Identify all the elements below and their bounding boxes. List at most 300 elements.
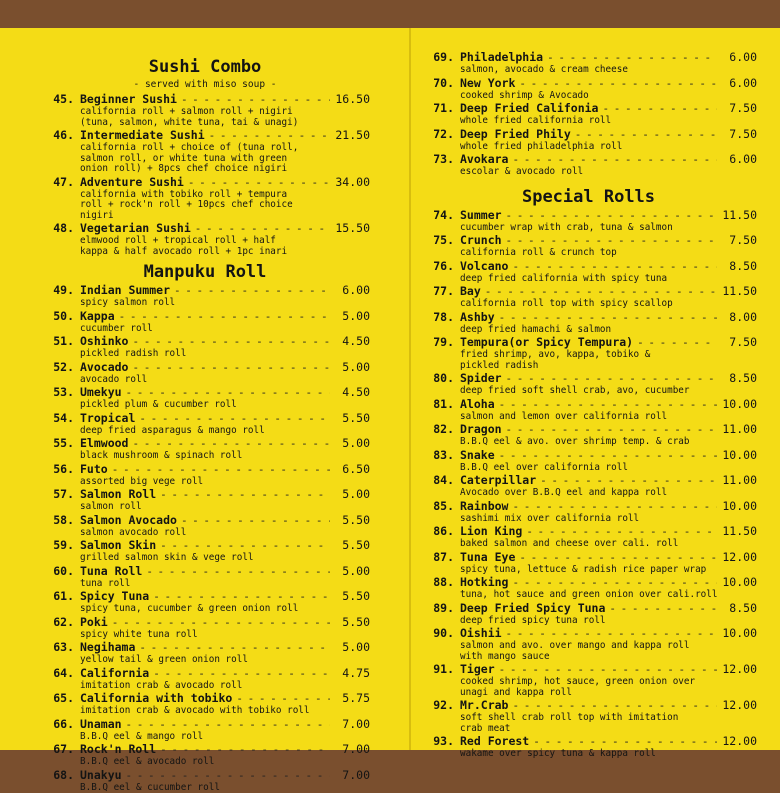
menu-item-header [40, 666, 370, 681]
menu-item-header [420, 698, 757, 713]
menu-item [420, 127, 757, 153]
item-name: New York [454, 76, 515, 91]
item-number: 86. [420, 524, 454, 539]
menu-item [420, 397, 757, 423]
menu-item-header [420, 473, 757, 488]
item-number: 89. [420, 601, 454, 616]
menu-item [40, 487, 370, 513]
menu-item [420, 50, 757, 76]
item-price: 7.00 [330, 742, 370, 757]
item-name: Spicy Tuna [74, 589, 149, 604]
dotted-leader [508, 698, 717, 713]
item-price: 15.50 [330, 221, 370, 236]
item-price: 11.00 [717, 473, 757, 488]
item-description: california roll + choice of (tuna roll, salmon roll, or white tuna with green onion roll) + 8pcs chef choice nigiri [40, 143, 370, 175]
item-price: 34.00 [330, 175, 370, 190]
item-number: 91. [420, 662, 454, 677]
item-name: Deep Fried Spicy Tuna [454, 601, 605, 616]
item-price: 10.00 [717, 575, 757, 590]
item-number: 60. [40, 564, 74, 579]
item-price: 6.00 [717, 50, 757, 65]
item-name: Vegetarian Sushi [74, 221, 191, 236]
item-number: 56. [40, 462, 74, 477]
item-description: tuna roll [40, 579, 370, 590]
item-name: Volcano [454, 259, 508, 274]
item-description: deep fried hamachi & salmon [420, 325, 757, 336]
menu-item [40, 175, 370, 222]
section-title: Special Rolls [420, 186, 757, 208]
menu-item [40, 589, 370, 615]
item-name: Bay [454, 284, 481, 299]
item-number: 76. [420, 259, 454, 274]
dotted-leader [142, 564, 330, 579]
menu-item-header [40, 334, 370, 349]
dotted-leader [495, 310, 717, 325]
menu-section [420, 186, 757, 760]
item-number: 49. [40, 283, 74, 298]
item-description: spicy tuna, cucumber & green onion roll [40, 604, 370, 615]
dotted-leader [571, 127, 717, 142]
item-number: 90. [420, 626, 454, 641]
item-description: assorted big vege roll [40, 477, 370, 488]
paper-fold-line [409, 28, 411, 750]
menu-item [420, 284, 757, 310]
menu-item-header [420, 662, 757, 677]
menu-item-header [40, 462, 370, 477]
item-number: 80. [420, 371, 454, 386]
item-description: salmon, avocado & cream cheese [420, 65, 757, 76]
item-name: Avokara [454, 152, 508, 167]
dotted-leader [135, 411, 330, 426]
menu-item [420, 208, 757, 234]
item-name: Summer [454, 208, 502, 223]
item-number: 62. [40, 615, 74, 630]
menu-item-header [40, 640, 370, 655]
item-name: Salmon Avocado [74, 513, 177, 528]
item-name: Philadelphia [454, 50, 543, 65]
item-price: 5.00 [330, 487, 370, 502]
dotted-leader [543, 50, 717, 65]
item-number: 47. [40, 175, 74, 190]
item-name: Tuna Roll [74, 564, 142, 579]
item-description: whole fried california roll [420, 116, 757, 127]
item-price: 5.50 [330, 538, 370, 553]
item-name: Dragon [454, 422, 502, 437]
menu-item-header [40, 128, 370, 143]
item-description: elmwood roll + tropical roll + half kappa & half avocado roll + 1pc inari [40, 236, 370, 257]
menu-item [420, 575, 757, 601]
item-number: 66. [40, 717, 74, 732]
section-title: Manpuku Roll [40, 261, 370, 283]
menu-section [40, 56, 370, 257]
dotted-leader [502, 371, 717, 386]
item-number: 75. [420, 233, 454, 248]
item-price: 7.50 [717, 233, 757, 248]
dotted-leader [128, 360, 330, 375]
item-description: sashimi mix over california roll [420, 514, 757, 525]
item-number: 64. [40, 666, 74, 681]
menu-section [420, 50, 757, 178]
item-price: 5.75 [330, 691, 370, 706]
item-name: Caterpillar [454, 473, 536, 488]
menu-item-header [40, 513, 370, 528]
item-number: 63. [40, 640, 74, 655]
menu-item-header [420, 575, 757, 590]
item-name: Tuna Eye [454, 550, 515, 565]
dotted-leader [177, 92, 330, 107]
dotted-leader [495, 448, 717, 463]
menu-item [420, 473, 757, 499]
menu-item [420, 233, 757, 259]
menu-item-header [40, 615, 370, 630]
dotted-leader [128, 334, 330, 349]
item-number: 61. [40, 589, 74, 604]
menu-section [40, 261, 370, 793]
menu-item [40, 385, 370, 411]
item-name: Negihama [74, 640, 135, 655]
dotted-leader [122, 717, 330, 732]
dotted-leader [522, 524, 717, 539]
item-description: california roll + salmon roll + nigiri (tuna, salmon, white tuna, tai & unagi) [40, 107, 370, 128]
item-number: 69. [420, 50, 454, 65]
dotted-leader [598, 101, 717, 116]
dotted-leader [529, 734, 717, 749]
item-name: Umekyu [74, 385, 122, 400]
item-description: spicy tuna, lettuce & radish rice paper wrap [420, 565, 757, 576]
dotted-leader [502, 626, 717, 641]
dotted-leader [515, 550, 717, 565]
dotted-leader [508, 499, 717, 514]
item-description: deep fried california with spicy tuna [420, 274, 757, 285]
item-description: cooked shrimp, hot sauce, green onion over unagi and kappa roll [420, 677, 757, 698]
item-name: Tiger [454, 662, 495, 677]
item-number: 70. [420, 76, 454, 91]
item-name: Kappa [74, 309, 115, 324]
item-name: Avocado [74, 360, 128, 375]
item-description: imitation crab & avocado with tobiko roll [40, 706, 370, 717]
menu-item-header [40, 283, 370, 298]
menu-item-header [40, 309, 370, 324]
item-description: cucumber wrap with crab, tuna & salmon [420, 223, 757, 234]
item-description: california roll top with spicy scallop [420, 299, 757, 310]
menu-item-header [420, 152, 757, 167]
item-number: 51. [40, 334, 74, 349]
item-description: california with tobiko roll + tempura roll + rock'n roll + 10pcs chef choice nigiri [40, 190, 370, 222]
item-number: 88. [420, 575, 454, 590]
item-number: 87. [420, 550, 454, 565]
item-price: 12.00 [717, 734, 757, 749]
item-price: 6.00 [717, 76, 757, 91]
menu-item [420, 662, 757, 698]
dotted-leader [149, 666, 330, 681]
menu-item [420, 524, 757, 550]
item-name: Red Forest [454, 734, 529, 749]
menu-item [40, 691, 370, 717]
menu-item [420, 371, 757, 397]
item-price: 5.00 [330, 360, 370, 375]
menu-item-header [40, 436, 370, 451]
menu-item-header [420, 397, 757, 412]
item-number: 93. [420, 734, 454, 749]
item-price: 10.00 [717, 626, 757, 641]
dotted-leader [508, 259, 717, 274]
item-number: 58. [40, 513, 74, 528]
item-name: Intermediate Sushi [74, 128, 205, 143]
item-number: 71. [420, 101, 454, 116]
menu-item [420, 76, 757, 102]
item-description: black mushroom & spinach roll [40, 451, 370, 462]
dotted-leader [508, 152, 717, 167]
item-name: Tempura(or Spicy Tempura) [454, 335, 633, 350]
menu-item [40, 309, 370, 335]
menu-item-header [40, 717, 370, 732]
item-description: tuna, hot sauce and green onion over cali.roll [420, 590, 757, 601]
item-description: deep fried soft shell crab, avo, cucumber [420, 386, 757, 397]
menu-item [40, 462, 370, 488]
item-number: 59. [40, 538, 74, 553]
item-price: 8.50 [717, 601, 757, 616]
menu-item-header [420, 524, 757, 539]
item-description: deep fried spicy tuna roll [420, 616, 757, 627]
menu-item-header [420, 259, 757, 274]
item-number: 85. [420, 499, 454, 514]
item-number: 68. [40, 768, 74, 783]
dotted-leader [515, 76, 717, 91]
item-description: salmon and avo. over mango and kappa roll with mango sauce [420, 641, 757, 662]
item-price: 5.00 [330, 436, 370, 451]
item-name: Oshinko [74, 334, 128, 349]
item-name: Mr.Crab [454, 698, 508, 713]
item-number: 77. [420, 284, 454, 299]
item-price: 6.00 [330, 283, 370, 298]
dotted-leader [502, 233, 717, 248]
item-description: B.B.Q eel & avocado roll [40, 757, 370, 768]
menu-column-right [420, 28, 757, 760]
item-number: 48. [40, 221, 74, 236]
item-name: Snake [454, 448, 495, 463]
item-description: Avocado over B.B.Q eel and kappa roll [420, 488, 757, 499]
menu-item [40, 666, 370, 692]
item-number: 82. [420, 422, 454, 437]
menu-item [40, 436, 370, 462]
item-name: Deep Fried Phily [454, 127, 571, 142]
menu-item [420, 335, 757, 371]
menu-item-header [420, 50, 757, 65]
item-description: salmon and lemon over california roll [420, 412, 757, 423]
menu-item-header [420, 310, 757, 325]
dotted-leader [502, 422, 717, 437]
item-price: 6.00 [717, 152, 757, 167]
menu-item [40, 360, 370, 386]
item-number: 45. [40, 92, 74, 107]
menu-item [420, 698, 757, 734]
menu-item-header [420, 284, 757, 299]
item-price: 7.50 [717, 101, 757, 116]
item-description: B.B.Q eel & cucumber roll [40, 783, 370, 793]
item-number: 73. [420, 152, 454, 167]
menu-item [420, 626, 757, 662]
menu-item [420, 101, 757, 127]
item-description: pickled plum & cucumber roll [40, 400, 370, 411]
dotted-leader [205, 128, 330, 143]
menu-item-header [40, 92, 370, 107]
item-name: Aloha [454, 397, 495, 412]
item-description: imitation crab & avocado roll [40, 681, 370, 692]
item-price: 5.50 [330, 589, 370, 604]
dotted-leader [149, 589, 330, 604]
menu-item [40, 513, 370, 539]
item-name: Salmon Skin [74, 538, 156, 553]
item-name: Futo [74, 462, 108, 477]
item-number: 72. [420, 127, 454, 142]
item-number: 46. [40, 128, 74, 143]
item-name: Adventure Sushi [74, 175, 184, 190]
item-price: 4.75 [330, 666, 370, 681]
item-name: California [74, 666, 149, 681]
item-description: escolar & avocado roll [420, 167, 757, 178]
item-description: spicy white tuna roll [40, 630, 370, 641]
item-price: 8.50 [717, 371, 757, 386]
item-name: Indian Summer [74, 283, 170, 298]
item-price: 7.50 [717, 335, 757, 350]
item-price: 5.50 [330, 513, 370, 528]
dotted-leader [495, 662, 717, 677]
menu-item-header [40, 538, 370, 553]
dotted-leader [536, 473, 717, 488]
item-number: 74. [420, 208, 454, 223]
menu-item [40, 92, 370, 128]
item-name: Unaman [74, 717, 122, 732]
item-description: spicy salmon roll [40, 298, 370, 309]
menu-item-header [420, 208, 757, 223]
menu-item-header [420, 422, 757, 437]
menu-item [40, 538, 370, 564]
dotted-leader [170, 283, 330, 298]
item-name: Rainbow [454, 499, 508, 514]
item-description: cooked shrimp & Avocado [420, 91, 757, 102]
menu-item [40, 768, 370, 793]
item-price: 12.00 [717, 698, 757, 713]
item-name: Poki [74, 615, 108, 630]
menu-item-header [40, 360, 370, 375]
item-number: 79. [420, 335, 454, 350]
item-description: salmon avocado roll [40, 528, 370, 539]
menu-item-header [40, 175, 370, 190]
menu-item [40, 564, 370, 590]
item-price: 5.00 [330, 564, 370, 579]
dotted-leader [122, 768, 330, 783]
menu-column-left [40, 28, 370, 793]
menu-item [40, 334, 370, 360]
menu-item [420, 310, 757, 336]
dotted-leader [122, 385, 330, 400]
item-description: deep fried asparagus & mango roll [40, 426, 370, 437]
dotted-leader [135, 640, 330, 655]
item-price: 12.00 [717, 662, 757, 677]
item-price: 4.50 [330, 334, 370, 349]
menu-item [40, 283, 370, 309]
dotted-leader [108, 615, 330, 630]
item-description: pickled radish roll [40, 349, 370, 360]
item-number: 54. [40, 411, 74, 426]
menu-item [40, 742, 370, 768]
item-number: 57. [40, 487, 74, 502]
item-price: 4.50 [330, 385, 370, 400]
menu-item-header [420, 127, 757, 142]
menu-item [420, 601, 757, 627]
item-description: fried shrimp, avo, kappa, tobiko & pickled radish [420, 350, 757, 371]
item-price: 8.50 [717, 259, 757, 274]
item-price: 21.50 [330, 128, 370, 143]
menu-item-header [420, 371, 757, 386]
menu-item-header [40, 768, 370, 783]
menu-item-header [40, 487, 370, 502]
item-name: Crunch [454, 233, 502, 248]
item-price: 10.00 [717, 397, 757, 412]
item-number: 84. [420, 473, 454, 488]
menu-item-header [420, 448, 757, 463]
item-number: 55. [40, 436, 74, 451]
dotted-leader [108, 462, 330, 477]
dotted-leader [115, 309, 330, 324]
menu-item-header [420, 626, 757, 641]
menu-item-header [40, 564, 370, 579]
item-description: avocado roll [40, 375, 370, 386]
dotted-leader [191, 221, 330, 236]
dotted-leader [502, 208, 717, 223]
dotted-leader [156, 538, 330, 553]
item-name: Unakyu [74, 768, 122, 783]
menu-item [40, 221, 370, 257]
item-description: baked salmon and cheese over cali. roll [420, 539, 757, 550]
menu-item [420, 550, 757, 576]
item-name: Elmwood [74, 436, 128, 451]
item-name: California with tobiko [74, 691, 232, 706]
item-price: 6.50 [330, 462, 370, 477]
item-number: 81. [420, 397, 454, 412]
menu-item-header [420, 734, 757, 749]
dotted-leader [156, 487, 330, 502]
menu-item-header [420, 335, 757, 350]
item-number: 67. [40, 742, 74, 757]
menu-item [420, 152, 757, 178]
menu-item [40, 411, 370, 437]
item-description: whole fried philadelphia roll [420, 142, 757, 153]
item-price: 5.00 [330, 640, 370, 655]
menu-item-header [420, 499, 757, 514]
item-price: 11.50 [717, 208, 757, 223]
section-title: Sushi Combo [40, 56, 370, 78]
item-name: Spider [454, 371, 502, 386]
item-description: B.B.Q eel & avo. over shrimp temp. & crab [420, 437, 757, 448]
item-price: 11.00 [717, 422, 757, 437]
item-description: yellow tail & green onion roll [40, 655, 370, 666]
item-description: soft shell crab roll top with imitation crab meat [420, 713, 757, 734]
item-price: 12.00 [717, 550, 757, 565]
item-number: 78. [420, 310, 454, 325]
menu-item-header [420, 550, 757, 565]
item-number: 92. [420, 698, 454, 713]
item-description: B.B.Q eel over california roll [420, 463, 757, 474]
item-number: 50. [40, 309, 74, 324]
item-description: salmon roll [40, 502, 370, 513]
menu-item [40, 615, 370, 641]
menu-item [420, 734, 757, 760]
dotted-leader [184, 175, 330, 190]
item-price: 10.00 [717, 499, 757, 514]
menu-item-header [420, 76, 757, 91]
item-description: california roll & crunch top [420, 248, 757, 259]
